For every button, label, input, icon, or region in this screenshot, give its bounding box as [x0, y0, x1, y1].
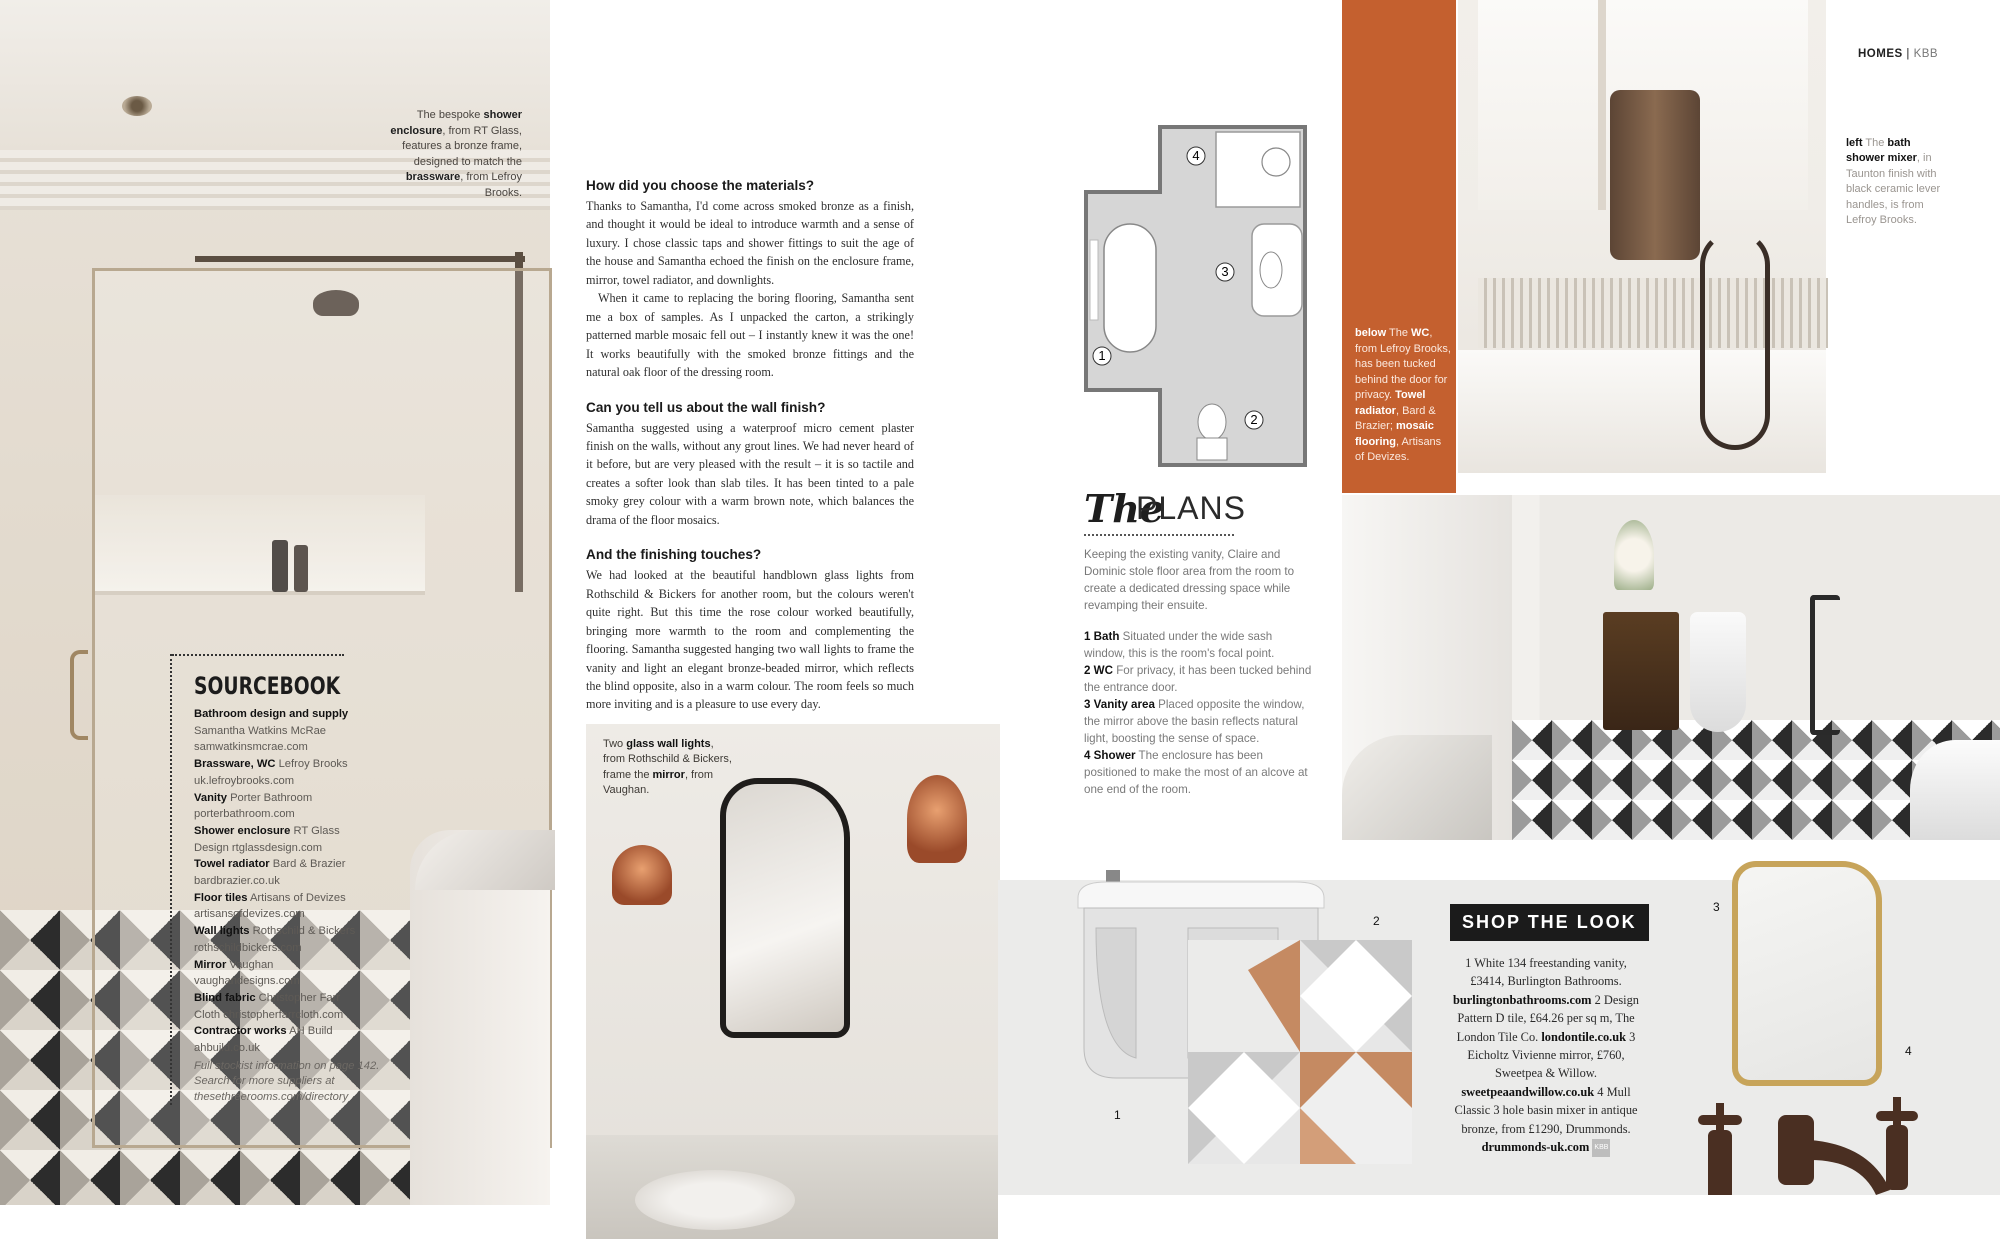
plans-item-text: Situated under the wide sash window, this is the room's focal point.	[1084, 630, 1275, 660]
cabinet	[1603, 612, 1679, 730]
sourcebook-title: SOURCEBOOK	[194, 672, 341, 700]
plans-list	[1084, 628, 1314, 798]
sourcebook-list	[194, 706, 400, 1057]
basin	[635, 1170, 795, 1230]
sourcebook-value: Bard & Brazier	[269, 858, 346, 871]
plans-divider	[1084, 534, 1234, 536]
orchid-plant	[1614, 520, 1654, 590]
basin-icon	[1260, 252, 1282, 288]
product-number-2: 2	[1373, 914, 1380, 928]
sourcebook-row	[194, 990, 400, 1007]
sourcebook-label: Brassware, WC	[194, 758, 276, 771]
plan-marker-1: 1	[1098, 348, 1106, 363]
plans-item	[1084, 747, 1314, 798]
sourcebook-value: artisansofdevizes.com	[194, 908, 305, 921]
sourcebook-row	[194, 923, 400, 940]
sourcebook-value: Porter Bathroom	[226, 791, 313, 804]
sourcebook-value: uk.lefroybrooks.com	[194, 774, 295, 787]
sourcebook-box	[170, 654, 400, 1105]
sourcebook-row	[194, 973, 400, 990]
lights-caption: Two glass wall lights, from Rothschild & Bickers, frame the mirror, from Vaughan.	[603, 738, 732, 797]
plans-title: PLANS	[1136, 490, 1246, 526]
sourcebook-value: Cloth christopherfarrcloth.com	[194, 1008, 344, 1021]
mirror-product	[1732, 861, 1882, 1086]
plans-item-label: 4 Shower	[1084, 749, 1136, 762]
plans-item-text: The enclosure has been positioned to make the most of an alcove at one end of the room.	[1084, 749, 1308, 796]
sourcebook-label: Bathroom design and supply	[194, 708, 349, 720]
plans-item-text: Placed opposite the window, the mirror above the basin reflects natural light, boosting the sense of space.	[1084, 698, 1305, 745]
shop-item-1-url[interactable]: burlingtonbathrooms.com	[1452, 992, 1592, 1007]
question-wall-finish: Can you tell us about the wall finish?	[586, 399, 826, 415]
sourcebook-row	[194, 906, 400, 923]
torn-edge	[998, 1195, 2000, 1239]
bath	[1458, 350, 1826, 473]
sourcebook-value: bardbrazier.co.uk	[194, 875, 280, 888]
sourcebook-row	[194, 723, 400, 740]
sourcebook-value: Samantha Watkins McRae	[194, 724, 327, 737]
bath-mixer	[1610, 90, 1700, 260]
sourcebook-label: Contractor works	[194, 1025, 287, 1038]
plans-item-text: For privacy, it has been tucked behind the entrance door.	[1084, 664, 1312, 694]
shop-item-2: 2 Design Pattern D tile, £64.26 per sq m, The London Tile Co.	[1456, 992, 1639, 1044]
sourcebook-value: Artisans of Devizes	[247, 891, 346, 904]
plans-item-label: 1 Bath	[1084, 630, 1120, 643]
sourcebook-row	[194, 940, 400, 957]
shower-drain-icon	[1262, 148, 1290, 176]
bath	[1910, 740, 2000, 840]
shop-item-4: 4 Mull Classic 3 hole basin mixer in antique bronze, from £1290, Drummonds.	[1454, 1084, 1638, 1136]
sourcebook-row	[194, 1007, 400, 1024]
floor-plan	[1080, 120, 1310, 470]
radiator	[1478, 278, 1828, 348]
sourcebook-row	[194, 856, 400, 873]
plan-marker-2: 2	[1250, 412, 1258, 427]
sourcebook-row	[194, 756, 400, 773]
question-materials: How did you choose the materials?	[586, 178, 815, 193]
mixer-product	[1690, 1085, 1940, 1205]
shop-the-look-label: SHOP THE LOOK	[1450, 904, 1649, 941]
sourcebook-row	[194, 790, 400, 807]
sourcebook-value: Vaughan	[226, 958, 274, 971]
tile-product	[1188, 940, 1413, 1165]
sourcebook-row	[194, 739, 400, 756]
answer-materials-1: Thanks to Samantha, I'd come across smoked bronze as a finish, and thought it would be ideal to introduce warmth and a sense of luxury. I chose classic taps and shower fittings to suit the age of the house and Samantha echoed the finish on the enclosure frame, mirror, towel radiator, and downlights.	[586, 199, 914, 287]
sourcebook-label: Towel radiator	[194, 858, 270, 871]
sourcebook-note: Full stockist information on page 142. Search for more suppliers at thesethreerooms.com/directory	[194, 1059, 380, 1103]
sourcebook-value: vaughandesigns.com	[194, 975, 300, 988]
product-number-4: 4	[1905, 1044, 1912, 1058]
sourcebook-row	[194, 1023, 400, 1040]
plans-item	[1084, 628, 1314, 662]
wc-caption: below The WC, from Lefroy Brooks, has been tucked behind the door for privacy. Towel radiator, Bard & Brazier; mosaic flooring, Artisans of Devizes.	[1355, 327, 1451, 463]
section-tag: HOMES | KBB	[1858, 48, 1939, 60]
question-finishing-touches: And the finishing touches?	[586, 547, 762, 563]
wc-icon	[1198, 404, 1226, 440]
plans-item-label: 3 Vanity area	[1084, 698, 1155, 711]
answer-wall-finish: Samantha suggested using a waterproof micro cement plaster finish on the walls, without any grout lines. We had never heard of it before, but are very pleased with the result – it is so tactile and creates a softer look than slab tiles. It has been tinted to a pale smoky grey colour with a warm brown note, which balances the drama of the floor mosaics.	[586, 420, 914, 527]
toilet	[1690, 612, 1746, 732]
sourcebook-label: Mirror	[194, 958, 227, 971]
sourcebook-row	[194, 706, 400, 723]
shop-item-4-url[interactable]: drummonds-uk.com	[1481, 1140, 1590, 1155]
wall-light-icon	[612, 845, 672, 905]
sourcebook-row	[194, 773, 400, 790]
sourcebook-value: RT Glass	[290, 824, 340, 837]
shop-item-3: 3 Eicholtz Vivienne mirror, £760, Sweetpea & Willow.	[1467, 1029, 1636, 1081]
sourcebook-value: Lefroy Brooks	[275, 758, 348, 771]
plans-item-label: 2 WC	[1084, 664, 1113, 677]
window-icon	[1090, 240, 1098, 320]
shop-item-2-url[interactable]: londontile.co.uk	[1541, 1029, 1627, 1044]
sourcebook-row	[194, 873, 400, 890]
answer-finishing-touches: We had looked at the beautiful handblown glass lights from Rothschild & Bickers for another room, but the colours weren't quite right. But this time the rose colour worked beautifully, bringing more warmth to the room and complementing the flooring. Samantha suggested hanging two wall lights to frame the vanity and light an elegant bronze-beaded mirror, which reflects the blind opposite, also in a warm colour. The room feels so much more inviting and is a pleasure to use every day.	[586, 568, 914, 712]
shop-list	[1449, 954, 1643, 1157]
towel-radiator	[1810, 595, 1840, 735]
mixer-caption: left The bath shower mixer, in Taunton finish with black ceramic lever handles, is from Lefroy Brooks.	[1846, 137, 1941, 227]
sourcebook-value: samwatkinsmcrae.com	[194, 741, 308, 754]
vanity-basin	[1342, 735, 1492, 840]
product-number-1: 1	[1114, 1108, 1121, 1122]
shop-item-1: 1 White 134 freestanding vanity, £3414, Burlington Bathrooms.	[1465, 956, 1627, 989]
product-number-3: 3	[1713, 900, 1720, 914]
mirror	[720, 778, 850, 1038]
downlight-icon	[122, 96, 152, 116]
sourcebook-value: rothschildbickers.com	[194, 941, 302, 954]
plans-item	[1084, 662, 1314, 696]
shop-item-3-url[interactable]: sweetpeaandwillow.co.uk	[1461, 1084, 1595, 1099]
sourcebook-value: AH Build	[286, 1025, 333, 1038]
sourcebook-row	[194, 890, 400, 907]
sourcebook-row	[194, 957, 400, 974]
sourcebook-value: Christopher Farr	[255, 991, 341, 1004]
sourcebook-label: Vanity	[194, 791, 227, 804]
shower-rail	[195, 256, 525, 262]
sourcebook-label: Blind fabric	[194, 991, 256, 1004]
door-handle-icon	[70, 650, 88, 740]
sourcebook-value: Design rtglassdesign.com	[194, 841, 323, 854]
bath-icon	[1104, 224, 1156, 352]
plans-item	[1084, 696, 1314, 747]
sourcebook-value: Rothschild & Bickers	[249, 925, 356, 938]
sourcebook-label: Wall lights	[194, 925, 250, 938]
end-mark: KBB	[1592, 1139, 1610, 1157]
sourcebook-value: porterbathroom.com	[194, 808, 295, 821]
article-body	[586, 178, 914, 732]
sourcebook-row	[194, 806, 400, 823]
sourcebook-label: Shower enclosure	[194, 824, 291, 837]
sourcebook-value: ahbuild.co.uk	[194, 1042, 260, 1055]
answer-materials-2: When it came to replacing the boring flooring, Samantha sent me a box of samples. As I unpacked the carton, a strikingly patterned marble mosaic fell out – I instantly knew it was the one! It works beautifully with the smoked bronze fittings and the natural oak floor of the dressing room.	[586, 291, 914, 380]
plan-marker-3: 3	[1221, 264, 1229, 279]
plan-marker-4: 4	[1192, 148, 1200, 163]
shower-hose	[1700, 230, 1770, 450]
plans-intro: Keeping the existing vanity, Claire and Dominic stole floor area from the room to create a dedicated dressing space while revamping their ensuite.	[1084, 548, 1295, 612]
shower-caption: The bespoke shower enclosure, from RT Glass, features a bronze frame, designed to match the brassware, from Lefroy Brooks.	[390, 109, 522, 199]
sourcebook-label: Floor tiles	[194, 891, 248, 904]
sourcebook-row	[194, 1040, 400, 1057]
plans-title-script: The	[1084, 486, 1165, 531]
sourcebook-row	[194, 840, 400, 857]
sourcebook-row	[194, 823, 400, 840]
wall-light-icon	[907, 775, 967, 863]
